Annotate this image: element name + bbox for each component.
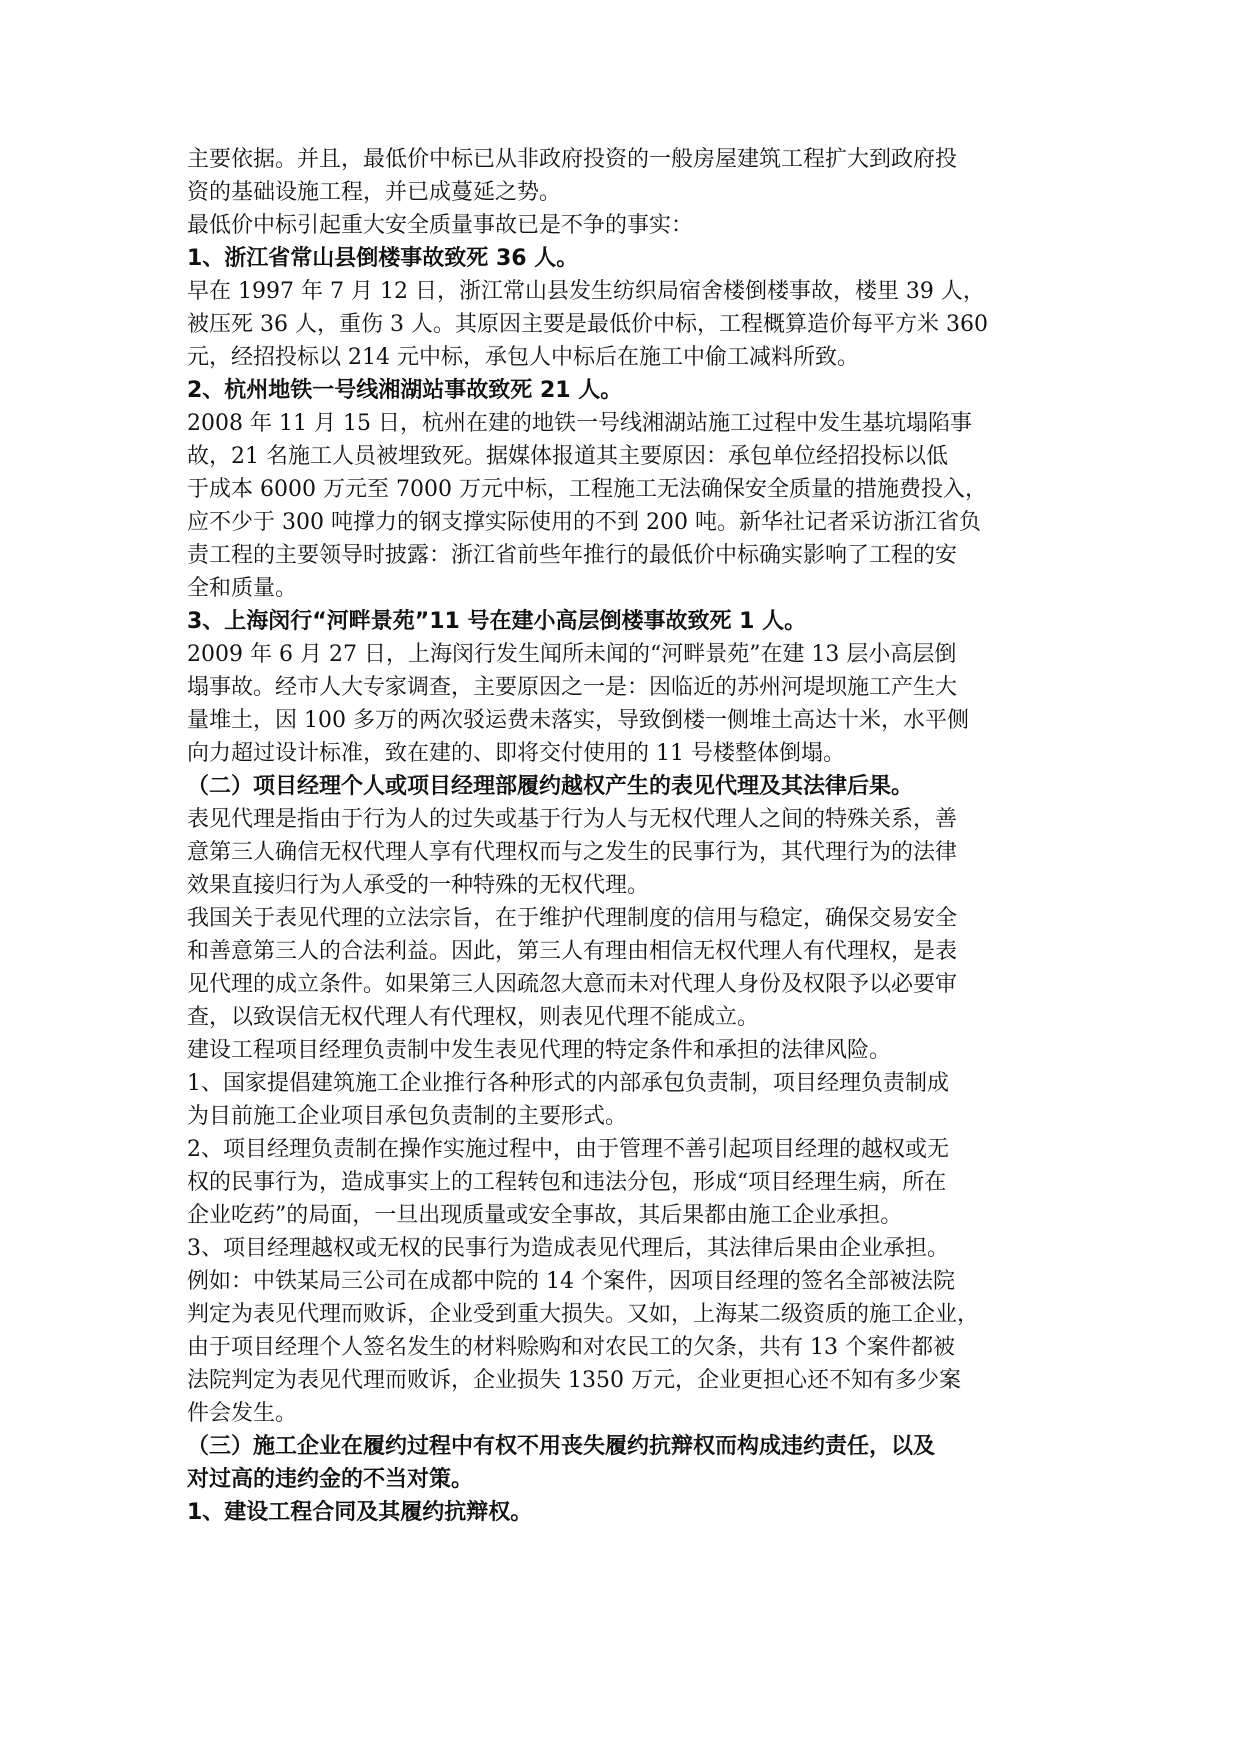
text-line: 资的基础设施工程，并已成蔓延之势。 [187,180,562,205]
text-line: 1、国家提倡建筑施工企业推行各种形式的内部承包负责制，项目经理负责制成 [187,1071,949,1096]
text-line: 向力超过设计标准，致在建的、即将交付使用的 11 号楼整体倒塌。 [187,741,845,766]
text-line: 和善意第三人的合法利益。因此，第三人有理由相信无权代理人有代理权，是表 [187,939,958,964]
text-line: 权的民事行为，造成事实上的工程转包和违法分包，形成“项目经理生病，所在 [187,1170,947,1195]
text-line: 被压死 36 人，重伤 3 人。其原因主要是最低价中标，工程概算造价每平方米 360 [187,312,988,337]
text-line: 主要依据。并且，最低价中标已从非政府投资的一般房屋建筑工程扩大到政府投 [187,147,958,172]
text-line: 于成本 6000 万元至 7000 万元中标，工程施工无法确保安全质量的措施费投入， [187,477,987,502]
section-heading-line: （三）施工企业在履约过程中有权不用丧失履约抗辩权而构成违约责任，以及 [187,1434,936,1459]
section-heading-line: 1、浙江省常山县倒楼事故致死 36 人。 [187,246,579,271]
section-heading-line: 3、上海闵行“河畔景苑”11 号在建小高层倒楼事故致死 1 人。 [187,609,807,634]
text-line: 建设工程项目经理负责制中发生表见代理的特定条件和承担的法律风险。 [187,1038,892,1063]
text-line: 见代理的成立条件。如果第三人因疏忽大意而未对代理人身份及权限予以必要审 [187,972,958,997]
text-line: 为目前施工企业项目承包负责制的主要形式。 [187,1104,628,1129]
text-line: 2008 年 11 月 15 日，杭州在建的地铁一号线湘湖站施工过程中发生基坑塌陷事 [187,411,972,436]
text-line: 量堆土，因 100 多万的两次驳运费未落实，导致倒楼一侧堆土高达十米，水平侧 [187,708,969,733]
text-line: 表见代理是指由于行为人的过失或基于行为人与无权代理人之间的特殊关系，善 [187,807,958,832]
text-line: 塌事故。经市人大专家调查，主要原因之一是：因临近的苏州河堤坝施工产生大 [187,675,958,700]
text-line: 最低价中标引起重大安全质量事故已是不争的事实： [187,213,694,238]
text-line: 我国关于表见代理的立法宗旨，在于维护代理制度的信用与稳定，确保交易安全 [187,906,958,931]
text-line: 责工程的主要领导时披露：浙江省前些年推行的最低价中标确实影响了工程的安 [187,543,958,568]
text-line: 2、项目经理负责制在操作实施过程中，由于管理不善引起项目经理的越权或无 [187,1137,949,1162]
text-line: 全和质量。 [187,576,298,601]
section-heading-line: 2、杭州地铁一号线湘湖站事故致死 21 人。 [187,378,623,403]
text-line: 3、项目经理越权或无权的民事行为造成表见代理后，其法律后果由企业承担。 [187,1236,949,1261]
text-line: 早在 1997 年 7 月 12 日，浙江常山县发生纺织局宿舍楼倒楼事故，楼里 39 人， [187,279,985,304]
text-line: 2009 年 6 月 27 日，上海闵行发生闻所未闻的“河畔景苑”在建 13 层小高层倒 [187,642,957,667]
text-line: 例如：中铁某局三公司在成都中院的 14 个案件，因项目经理的签名全部被法院 [187,1269,955,1294]
section-heading-line: （二）项目经理个人或项目经理部履约越权产生的表见代理及其法律后果。 [187,774,914,799]
text-line: 查，以致误信无权代理人有代理权，则表见代理不能成立。 [187,1005,760,1030]
text-line: 由于项目经理个人签名发生的材料赊购和对农民工的欠条，共有 13 个案件都被 [187,1335,955,1360]
section-heading-line: 对过高的违约金的不当对策。 [187,1467,474,1492]
document-page [187,143,1055,1529]
text-line: 故，21 名施工人员被埋致死。据媒体报道其主要原因：承包单位经招投标以低 [187,444,948,469]
text-line: 元，经招投标以 214 元中标，承包人中标后在施工中偷工减料所致。 [187,345,859,370]
text-line: 件会发生。 [187,1401,298,1426]
text-line: 意第三人确信无权代理人享有代理权而与之发生的民事行为，其代理行为的法律 [187,840,958,865]
text-line: 应不少于 300 吨撑力的钢支撑实际使用的不到 200 吨。新华社记者采访浙江省负 [187,510,981,535]
text-line: 法院判定为表见代理而败诉，企业损失 1350 万元，企业更担心还不知有多少案 [187,1368,961,1393]
text-line: 效果直接归行为人承受的一种特殊的无权代理。 [187,873,650,898]
text-line: 企业吃药”的局面，一旦出现质量或安全事故，其后果都由施工企业承担。 [187,1203,903,1228]
text-line: 判定为表见代理而败诉，企业受到重大损失。又如，上海某二级资质的施工企业， [187,1302,980,1327]
section-heading-line: 1、建设工程合同及其履约抗辩权。 [187,1500,533,1525]
